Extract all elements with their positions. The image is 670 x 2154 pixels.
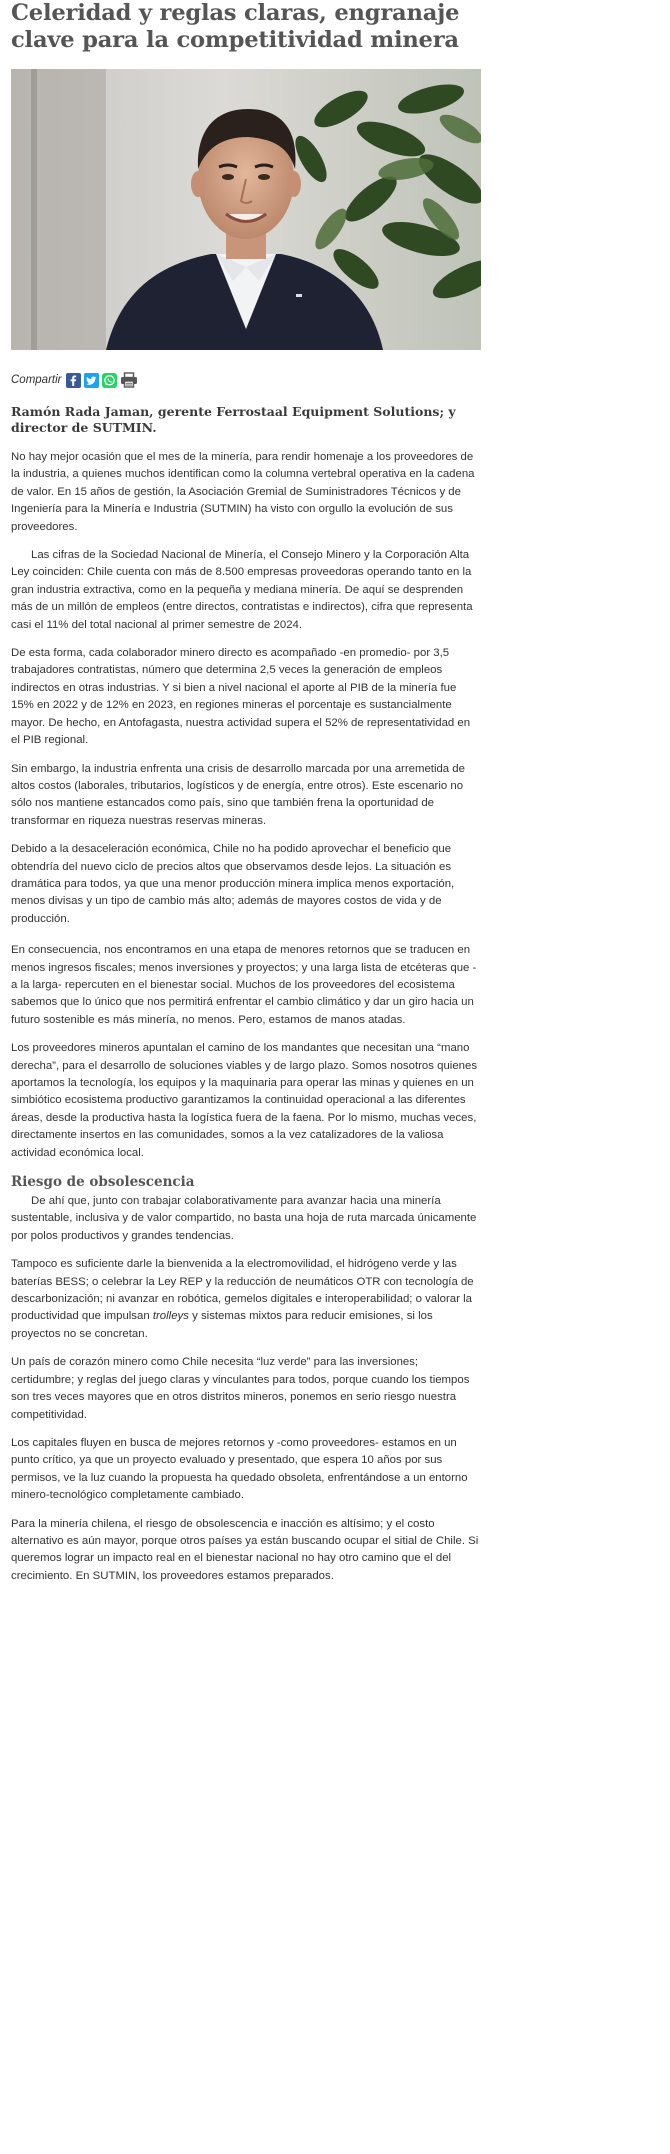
twitter-share-button[interactable] <box>84 373 99 388</box>
print-icon <box>120 372 138 388</box>
paragraph <box>11 1256 481 1343</box>
paragraph: Los proveedores mineros apuntalan el camino de los mandantes que necesitan una “mano derecha”, para el desarrollo de soluciones viables y de largo plazo. Somos nosotros quienes aportamos la tecnología, los equipos y la maquinaria para operar las minas y quienes en un simbiótico ecosistema productivo garantizamos la continuidad operacional a las diferentes áreas, desde la productiva hasta la logística fuera de la faena. Por lo mismo, muchas veces, directamente insertos en las comunidades, somos a la vez catalizadores de la valiosa actividad económica local. <box>11 1042 478 1159</box>
paragraph: No hay mejor ocasión que el mes de la minería, para rendir homenaje a los proveedores de la industria, a quienes muchos identifican como la columna vertebral operativa en la cadena de valor. En 15 años de gestión, la Asociación Gremial de Suministradores Técnicos y de Ingeniería para la Minería e Industria (SUTMIN) ha visto con orgullo la evolución de sus proveedores. <box>11 451 475 533</box>
paragraph: Los capitales fluyen en busca de mejores retornos y -como proveedores- estamos en un punto crítico, ya que un proyecto evaluado y presentado, que espera 10 años por sus permisos, ve la luz cuando la propuesta ha quedado obsoleta, enfrentándose a un entorno minero-tecnológico completamente cambiado. <box>11 1436 468 1502</box>
paragraph: Un país de corazón minero como Chile necesita “luz verde” para las inversiones; certidumbre; y reglas del juego claras y vinculantes para todos, porque cuando los tiempos son tres veces mayores que en otros distritos mineros, ponemos en serio riesgo nuestra competitividad. <box>11 1356 470 1421</box>
paragraph: De ahí que, junto con trabajar colaborativamente para avanzar hacia una minería sustentable, inclusiva y de valor compartido, no basta una hoja de ruta marcada únicamente por polos productivos y grandes tendencias. <box>11 1195 477 1242</box>
paragraph: En consecuencia, nos encontramos en una etapa de menores retornos que se traducen en menos ingresos fiscales; menos inversiones y proyectos; y una larga lista de etcéteras que -a la larga- repercuten en el bienestar social. Muchos de los proveedores del ecosistema sabemos que lo único que nos permitirá enfrentar el cambio climático y dar un giro hacia un futuro sostenible es más minería, no menos. Pero, estamos de manos atadas. <box>11 944 477 1026</box>
author-line: Ramón Rada Jaman, gerente Ferrostaal Equipment Solutions; y director de SUTMIN. <box>11 404 456 435</box>
share-label: Compartir <box>11 374 62 386</box>
paragraph-text: y sistemas mixtos para reducir emisiones, si los proyectos no se concretan. <box>11 1310 433 1340</box>
paragraph: Las cifras de la Sociedad Nacional de Minería, el Consejo Minero y la Corporación Alta Ley coinciden: Chile cuenta con más de 8.500 empresas proveedoras operando tanto en la gran industria extractiva, como en la pequeña y mediana minería. De aquí se desprenden más de un millón de empleos (entre directos, contratistas e indirectos), cifra que representa casi el 11% del total nacional al primer semestre de 2024. <box>11 549 473 631</box>
section-heading: Riesgo de obsolescencia <box>11 1174 195 1191</box>
twitter-icon <box>84 373 99 388</box>
facebook-icon <box>66 373 81 388</box>
paragraph-emphasis: trolleys <box>152 1310 189 1323</box>
facebook-share-button[interactable] <box>66 373 81 388</box>
paragraph: Sin embargo, la industria enfrenta una crisis de desarrollo marcada por una arremetida de altos costos (laborales, tributarios, logísticos y de energía, entre otros). Este escenario no sólo nos mantiene estancados como país, sino que también frena la oportunidad de transformar en riqueza nuestras reservas mineras. <box>11 762 465 827</box>
article-body <box>11 449 481 1596</box>
article <box>11 0 481 1582</box>
print-button[interactable] <box>120 373 138 388</box>
whatsapp-icon <box>102 373 117 388</box>
share-bar <box>11 370 141 390</box>
paragraph-text: Tampoco es suficiente darle la bienvenida a la electromovilidad, el hidrógeno verde y las baterías BESS; o celebrar la Ley REP y la reducción de neumáticos OTR con tecnología de descarbonización; ni avanzar en robótica, gemelos digitales e interoperabilidad; o valorar la productividad que impulsan <box>11 1258 474 1323</box>
article-title: Celeridad y reglas claras, engranaje clave para la competitividad minera <box>11 0 460 53</box>
paragraph: Para la minería chilena, el riesgo de obsolescencia e inacción es altísimo; y el costo alternativo es aún mayor, porque otros países ya están buscando ocupar el sitial de Chile. Si queremos lograr un impacto real en el bienestar nacional no hay otro camino que el del crecimiento. En SUTMIN, los proveedores estamos preparados. <box>11 1517 479 1582</box>
article-photo <box>11 69 481 350</box>
paragraph: De esta forma, cada colaborador minero directo es acompañado -en promedio- por 3,5 trabajadores contratistas, número que determina 2,5 veces la generación de empleos indirectos en otras industrias. Y si bien a nivel nacional el aporte al PIB de la minería fue 15% en 2022 y de 12% en 2023, en regiones mineras el porcentaje es sustancialmente mayor. De hecho, en Antofagasta, nuestra actividad supera el 52% de representatividad en el PIB regional. <box>11 647 471 747</box>
paragraph: Debido a la desaceleración económica, Chile no ha podido aprovechar el beneficio que obtendría del nuevo ciclo de precios altos que observamos desde lejos. La situación es dramática para todos, ya que una menor producción minera implica menos exportación, menos divisas y un tipo de cambio más alto; además de mayores costos de vida y de producción. <box>11 843 455 925</box>
portrait-illustration <box>11 69 481 350</box>
whatsapp-share-button[interactable] <box>102 373 117 388</box>
